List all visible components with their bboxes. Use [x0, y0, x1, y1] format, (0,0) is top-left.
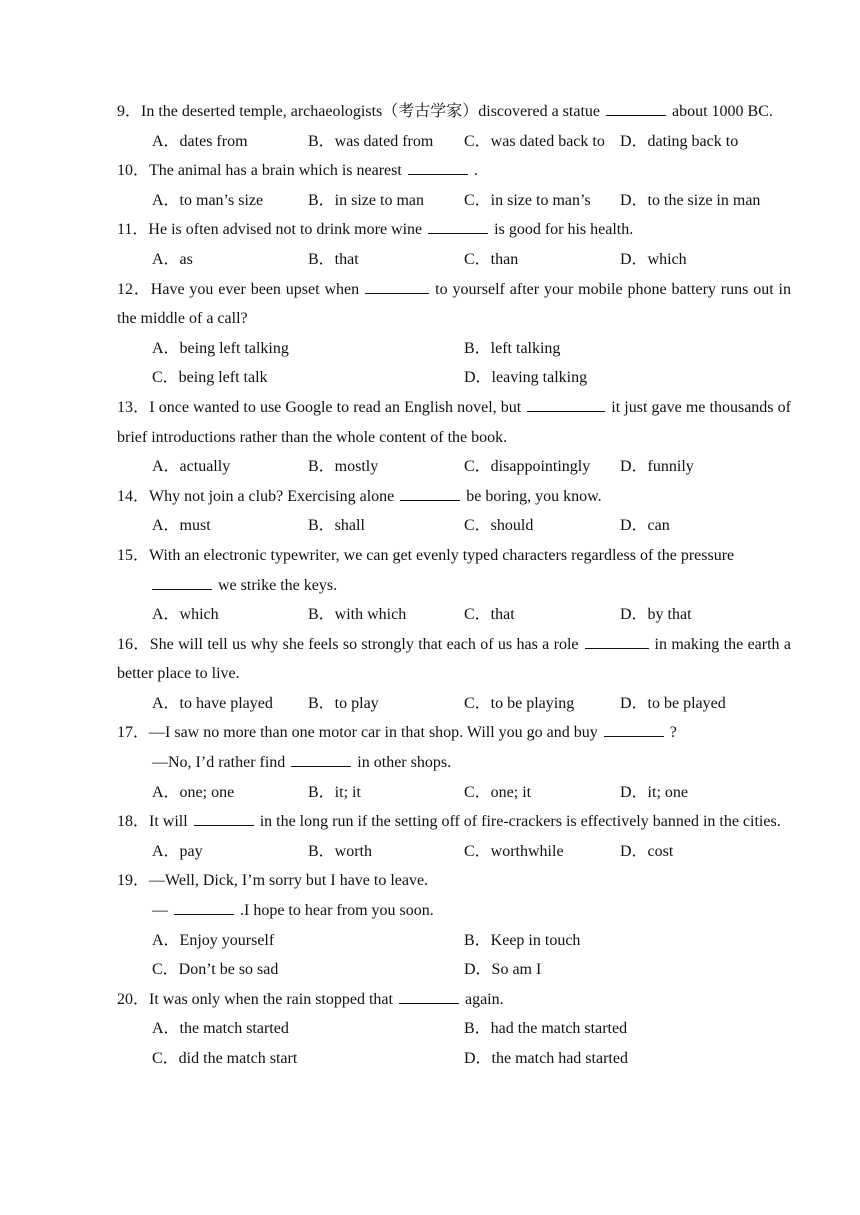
option-b: B．to play: [308, 694, 379, 712]
answer-blank: [606, 101, 666, 116]
option-c: C．that: [464, 606, 515, 624]
option-b: B．it; it: [308, 783, 361, 801]
question-15: 15．With an electronic typewriter, we can get evenly typed characters regardless of the pressure we strike the keys.: [117, 546, 735, 594]
option-b: B．with which: [308, 606, 407, 624]
option-b: B．Keep in touch: [464, 931, 581, 949]
options-11: [117, 245, 791, 275]
question-17: 17．—I saw no more than one motor car in that shop. Will you go and buy ?: [117, 724, 677, 742]
option-a: A．being left talking: [152, 339, 289, 357]
options-17: [117, 778, 791, 808]
options-12-row2: [117, 363, 791, 393]
question-11: 11．He is often advised not to drink more wine is good for his health.: [117, 221, 634, 239]
option-c: C．being left talk: [152, 369, 268, 387]
option-b: B．left talking: [464, 339, 561, 357]
option-d: D．funnily: [620, 458, 694, 476]
question-17-reply: —No, I’d rather find in other shops.: [152, 754, 452, 772]
option-b: B．in size to man: [308, 191, 424, 209]
options-20-row2: [117, 1044, 791, 1074]
option-b: B．that: [308, 250, 359, 268]
option-a: A．dates from: [152, 132, 248, 150]
options-19-row2: [117, 955, 791, 985]
question-10: 10．The animal has a brain which is nearest .: [117, 162, 478, 180]
option-a: A．actually: [152, 458, 231, 476]
option-d: D．which: [620, 250, 687, 268]
options-12-row1: [117, 334, 791, 364]
option-d: D．leaving talking: [464, 369, 588, 387]
option-a: A．as: [152, 250, 193, 268]
option-c: C．in size to man’s: [464, 191, 591, 209]
exam-page: [117, 97, 791, 1074]
option-c: C．disappointingly: [464, 458, 591, 476]
option-d: D．dating back to: [620, 132, 739, 150]
option-d: D．the match had started: [464, 1050, 628, 1067]
option-d: D．it; one: [620, 783, 688, 801]
question-16: 16．She will tell us why she feels so strongly that each of us has a role in making the earth a better place to live.: [117, 635, 791, 683]
option-c: C．did the match start: [152, 1050, 298, 1067]
option-c: C．than: [464, 250, 519, 268]
options-13: [117, 452, 791, 482]
options-20-row1: [117, 1014, 791, 1044]
question-19-reply: — .I hope to hear from you soon.: [152, 902, 434, 920]
option-a: A．which: [152, 606, 219, 624]
answer-blank: [408, 160, 468, 175]
question-13: 13．I once wanted to use Google to read an English novel, but it just gave me thousands of brief introductions rather than the whole content of the book.: [117, 398, 791, 446]
option-a: A．the match started: [152, 1020, 289, 1038]
answer-blank: [365, 279, 429, 294]
option-d: D．can: [620, 517, 670, 535]
answer-blank: [152, 575, 212, 590]
answer-blank: [194, 811, 254, 826]
answer-blank: [174, 900, 234, 915]
answer-blank: [400, 486, 460, 501]
option-a: A．to have played: [152, 694, 273, 712]
answer-blank: [291, 752, 351, 767]
option-c: C．to be playing: [464, 694, 575, 712]
question-19: 19．—Well, Dick, I’m sorry but I have to leave.: [117, 872, 429, 890]
option-d: D．by that: [620, 606, 692, 624]
option-c: C．was dated back to: [464, 132, 605, 150]
option-c: C．one; it: [464, 783, 532, 801]
question-9: 9．In the deserted temple, archaeologists（考古学家）discovered a statue about 1000 BC.: [117, 103, 773, 120]
option-b: B．shall: [308, 517, 365, 535]
options-9: [117, 127, 791, 157]
question-14: 14．Why not join a club? Exercising alone be boring, you know.: [117, 487, 602, 505]
options-10: [117, 186, 791, 216]
question-20: 20．It was only when the rain stopped that again.: [117, 990, 504, 1008]
option-c: C．Don’t be so sad: [152, 961, 279, 979]
option-d: D．cost: [620, 842, 674, 860]
option-d: D．So am I: [464, 961, 542, 979]
option-a: A．pay: [152, 842, 203, 860]
option-b: B．worth: [308, 842, 373, 860]
option-d: D．to the size in man: [620, 191, 761, 209]
option-b: B．was dated from: [308, 132, 434, 150]
options-18: [117, 837, 791, 867]
option-c: C．worthwhile: [464, 842, 564, 860]
option-a: A．Enjoy yourself: [152, 931, 275, 949]
option-a: A．one; one: [152, 783, 235, 801]
options-14: [117, 511, 791, 541]
answer-blank: [428, 219, 488, 234]
option-c: C．should: [464, 517, 534, 535]
answer-blank: [527, 397, 605, 412]
option-d: D．to be played: [620, 694, 726, 712]
options-19-row1: [117, 926, 791, 956]
option-a: A．to man’s size: [152, 191, 264, 209]
options-15: [117, 600, 791, 630]
option-b: B．mostly: [308, 458, 379, 476]
answer-blank: [399, 989, 459, 1004]
question-12: 12．Have you ever been upset when to yourself after your mobile phone battery runs out in the middle of a call?: [117, 280, 791, 328]
answer-blank: [585, 634, 649, 649]
options-16: [117, 689, 791, 719]
option-b: B．had the match started: [464, 1020, 628, 1038]
answer-blank: [604, 722, 664, 737]
option-a: A．must: [152, 517, 211, 535]
question-18: 18．It will in the long run if the setting off of fire-crackers is effectively banned in the cities.: [117, 813, 781, 831]
